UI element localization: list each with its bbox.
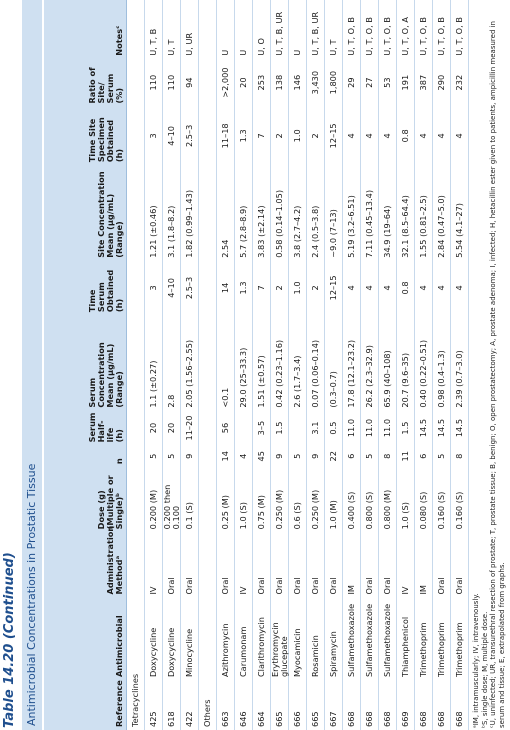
table-cell: Oral — [163, 532, 181, 597]
table-cell: 20 — [145, 411, 163, 446]
table-cell: 1.0 (S) — [235, 467, 253, 532]
table-cell: 0.080 (S) — [415, 467, 433, 532]
table-cell: 4 — [379, 261, 397, 315]
table-cell: 56 — [217, 411, 235, 446]
table-cell: 2.5–3 — [181, 261, 199, 315]
table-cell: 3.8 (2.7–4.2) — [289, 165, 307, 261]
table-cell: U — [289, 0, 307, 59]
section-label: Tetracyclines — [127, 0, 145, 730]
table-cell: 20 — [163, 411, 181, 446]
table-cell: 0.200 (M) — [145, 467, 163, 532]
table-cell: 4 — [235, 445, 253, 467]
table-cell: 387 — [415, 59, 433, 107]
table-cell: Oral — [433, 532, 451, 597]
table-cell: <0.1 — [217, 315, 235, 411]
table-cell: 3.83 (±2.14) — [253, 165, 271, 261]
column-header: Antimicrobial — [44, 597, 127, 680]
table-cell: 668 — [343, 680, 361, 730]
table-cell: 5 — [145, 445, 163, 467]
table-cell: 0.8 — [397, 107, 415, 166]
table-cell: 0.6 (S) — [289, 467, 307, 532]
column-header: Site Concentration Mean (µg/mL) (Range) — [44, 165, 127, 261]
table-cell: 7 — [253, 261, 271, 315]
table-cell: 4 — [361, 107, 379, 166]
table-cell: 666 — [289, 680, 307, 730]
table-cell: 29 — [343, 59, 361, 107]
table-cell: U, T, O, B — [451, 0, 469, 59]
table-cell: 0.1 (S) — [181, 467, 199, 532]
table-cell: 27 — [361, 59, 379, 107]
table-cell: U, T — [163, 0, 181, 59]
table-cell: U — [235, 0, 253, 59]
concentrations-table — [44, 0, 469, 730]
table-cell: 3–5 — [253, 411, 271, 446]
table-cell: 32.1 (8.5–64.4) — [397, 165, 415, 261]
table-cell: 11.0 — [361, 411, 379, 446]
table-cell: U, T, B — [145, 0, 163, 59]
table-cell: Erythromycin glucepate — [271, 597, 289, 680]
table-cell: 668 — [415, 680, 433, 730]
table-cell: 1.0 (S) — [397, 467, 415, 532]
section-label: Others — [199, 0, 217, 730]
table-cell: 29.0 (25–33.3) — [235, 315, 253, 411]
table-cell: 5 — [361, 445, 379, 467]
table-cell: 26.2 (2.3–32.9) — [361, 315, 379, 411]
table-cell: 232 — [451, 59, 469, 107]
table-cell: 4–10 — [163, 107, 181, 166]
table-cell: IV — [235, 532, 253, 597]
table-cell: 668 — [379, 680, 397, 730]
table-cell: 14.5 — [415, 411, 433, 446]
column-header: Time Site Specimen Obtained (h) — [44, 107, 127, 166]
table-cell: 4 — [415, 107, 433, 166]
table-row — [379, 0, 397, 730]
table-cell: 646 — [235, 680, 253, 730]
table-cell: 11.0 — [343, 411, 361, 446]
table-cell: 4 — [415, 261, 433, 315]
column-header: Reference — [44, 680, 127, 730]
table-cell: 4 — [433, 107, 451, 166]
table-cell: 14 — [217, 445, 235, 467]
column-header: Dose (g) (Multiple or Single)ᵇ — [44, 467, 127, 532]
table-cell: U, T, O, A — [397, 0, 415, 59]
table-cell: 0.40 (0.22–0.51) — [415, 315, 433, 411]
table-cell: 17.8 (12.1–23.2) — [343, 315, 361, 411]
table-cell: Oral — [379, 532, 397, 597]
table-cell: 0.200 then 0.100 — [163, 467, 181, 532]
table-cell: >2,000 — [217, 59, 235, 107]
column-header: n — [44, 445, 127, 467]
table-cell: U, O — [253, 0, 271, 59]
column-header: Notesᶜ — [44, 0, 127, 59]
table-cell: 667 — [325, 680, 343, 730]
table-cell: 6 — [415, 445, 433, 467]
table-cell: 146 — [289, 59, 307, 107]
table-title-bar — [0, 0, 22, 730]
table-cell: 20 — [235, 59, 253, 107]
table-cell: 664 — [253, 680, 271, 730]
table-cell: Oral — [325, 532, 343, 597]
table-row — [271, 0, 289, 730]
table-cell: 8 — [451, 445, 469, 467]
table-cell: Oral — [361, 532, 379, 597]
table-cell: 1,800 — [325, 59, 343, 107]
table-cell: 7 — [253, 107, 271, 166]
table-cell: 0.42 (0.23–1.16) — [271, 315, 289, 411]
table-cell: 0.160 (S) — [433, 467, 451, 532]
table-cell: 1.3 — [235, 107, 253, 166]
table-cell: 290 — [433, 59, 451, 107]
table-cell: 11 — [397, 445, 415, 467]
table-cell: 11.0 — [379, 411, 397, 446]
table-cell: 65.9 (40–108) — [379, 315, 397, 411]
table-cell: 2.5–3 — [181, 107, 199, 166]
table-cell: 9 — [181, 445, 199, 467]
table-cell: 0.800 (M) — [379, 467, 397, 532]
table-cell: U, T, O, B — [361, 0, 379, 59]
table-cell: Trimethoprim — [451, 597, 469, 680]
table-cell: 1.3 — [235, 261, 253, 315]
table-cell: 0.5 — [325, 411, 343, 446]
table-cell: 7.11 (0.45–13.4) — [361, 165, 379, 261]
table-cell: Oral — [451, 532, 469, 597]
table-cell: Oral — [217, 532, 235, 597]
table-cell: 0.800 (S) — [361, 467, 379, 532]
table-cell: 9 — [307, 445, 325, 467]
table-cell: IM — [415, 532, 433, 597]
table-cell: 4–10 — [163, 261, 181, 315]
table-cell: 191 — [397, 59, 415, 107]
table-cell: Doxycycline — [145, 597, 163, 680]
table-cell: Oral — [181, 532, 199, 597]
table-cell: 14 — [217, 261, 235, 315]
table-cell: 2 — [307, 107, 325, 166]
table-cell: 2 — [271, 261, 289, 315]
table-cell: 2.39 (0.7–3.0) — [451, 315, 469, 411]
table-row — [289, 0, 307, 730]
table-row — [253, 0, 271, 730]
table-cell: 6 — [343, 445, 361, 467]
table-cell: 20.7 (9.6–35) — [397, 315, 415, 411]
table-cell: 110 — [163, 59, 181, 107]
table-cell: (0.3–0.7) — [325, 315, 343, 411]
table-cell: 2.4 (0.5–3.8) — [307, 165, 325, 261]
table-cell: 94 — [181, 59, 199, 107]
table-cell: Azithromycin — [217, 597, 235, 680]
table-row — [181, 0, 199, 730]
table-cell: 11–18 — [217, 107, 235, 166]
footnotes — [472, 2, 506, 728]
table-cell: 138 — [271, 59, 289, 107]
table-cell: U, T, O, B — [433, 0, 451, 59]
table-cell: Minocycline — [181, 597, 199, 680]
table-cell: 1.5 — [397, 411, 415, 446]
footnote: ᵇS, single dose; M, multiple dose. — [480, 611, 489, 728]
table-cell: 668 — [433, 680, 451, 730]
table-cell: 3.1 — [307, 411, 325, 446]
table-cell: 0.8 — [397, 261, 415, 315]
table-cell: U — [217, 0, 235, 59]
table-row — [217, 0, 235, 730]
table-cell: U, T — [325, 0, 343, 59]
table-cell: 1.1 (±0.27) — [145, 315, 163, 411]
table-cell: U, T, B, UR — [271, 0, 289, 59]
table-row — [163, 0, 181, 730]
table-cell: 34.9 (19–64) — [379, 165, 397, 261]
table-cell: U, T, O, B — [415, 0, 433, 59]
table-cell: 5.7 (2.8–8.9) — [235, 165, 253, 261]
table-cell: Oral — [307, 532, 325, 597]
table-cell: 1.51 (±0.57) — [253, 315, 271, 411]
table-cell: 2 — [271, 107, 289, 166]
table-cell: 5 — [433, 445, 451, 467]
footnote: ᶜU, uninfected; UR, transurethral resection of prostate; T, prostate tissue; B, benign; O, open prostatectomy; A, prostate adenoma; I, infected; H, hetacillin ester given to patients, ampicillin measured in serum and tissue; E, extrapolated from graphs. — [489, 21, 506, 728]
table-row — [433, 0, 451, 730]
table-cell: Oral — [271, 532, 289, 597]
table-cell: 422 — [181, 680, 199, 730]
table-cell: 0.400 (S) — [343, 467, 361, 532]
column-header: Ratio of Site/ Serum (%) — [44, 59, 127, 107]
table-cell: Oral — [289, 532, 307, 597]
table-row — [415, 0, 433, 730]
table-cell: Trimethoprim — [433, 597, 451, 680]
table-body — [127, 0, 469, 730]
footnote: ᵃIM, intramuscularly; IV, intravenously. — [472, 593, 480, 728]
table-row — [451, 0, 469, 730]
table-cell: 1.0 (M) — [325, 467, 343, 532]
table-cell: 4 — [379, 107, 397, 166]
table-cell: 0.250 (M) — [307, 467, 325, 532]
table-row — [361, 0, 379, 730]
table-cell: 2 — [307, 261, 325, 315]
table-row — [307, 0, 325, 730]
table-cell: 665 — [271, 680, 289, 730]
table-row — [397, 0, 415, 730]
table-header-row — [44, 0, 127, 730]
table-cell: 0.25 (M) — [217, 467, 235, 532]
table-cell: 1.82 (0.99–1.43) — [181, 165, 199, 261]
table-cell: Trimethoprim — [415, 597, 433, 680]
table-cell: Clarithromycin — [253, 597, 271, 680]
table-cell: IM — [343, 532, 361, 597]
table-cell: 3,430 — [307, 59, 325, 107]
table-cell: 12–15 — [325, 107, 343, 166]
table-cell: 4 — [343, 261, 361, 315]
table-cell — [235, 411, 253, 446]
table-cell: 253 — [253, 59, 271, 107]
table-cell: 2.54 — [217, 165, 235, 261]
table-cell: 8 — [379, 445, 397, 467]
table-cell: Sulfamethoxazole — [343, 597, 361, 680]
table-cell: 668 — [361, 680, 379, 730]
table-cell: 665 — [307, 680, 325, 730]
table-cell: 4 — [451, 261, 469, 315]
column-header: Serum Concentration Mean (µg/mL) (Range) — [44, 315, 127, 411]
table-cell: 5 — [289, 445, 307, 467]
table-cell: 2.05 (1.56–2.55) — [181, 315, 199, 411]
table-cell: U, T, B, UR — [307, 0, 325, 59]
table-cell: 9 — [271, 445, 289, 467]
table-cell: 0.160 (S) — [451, 467, 469, 532]
table-cell: 4 — [451, 107, 469, 166]
table-cell: Thiamphenicol — [397, 597, 415, 680]
table-cell — [289, 411, 307, 446]
table-cell: 0.07 (0.06–0.14) — [307, 315, 325, 411]
table-cell: 1.55 (0.81–2.5) — [415, 165, 433, 261]
table-cell: 5.54 (4.1–27) — [451, 165, 469, 261]
table-cell: Sulfamethoxazole — [379, 597, 397, 680]
table-cell: ~9.0 (7–13) — [325, 165, 343, 261]
table-cell: 2.84 (0.47–5.0) — [433, 165, 451, 261]
table-cell: IV — [145, 532, 163, 597]
table-cell: U, UR — [181, 0, 199, 59]
table-cell: 0.75 (M) — [253, 467, 271, 532]
table-cell: IV — [397, 532, 415, 597]
column-header: Time Serum Obtained (h) — [44, 261, 127, 315]
table-row — [235, 0, 253, 730]
table-row — [325, 0, 343, 730]
table-cell: 12–15 — [325, 261, 343, 315]
section-row — [199, 0, 217, 730]
table-cell: 3 — [145, 261, 163, 315]
table-cell: 4 — [433, 261, 451, 315]
table-cell: 3.1 (1.8–8.2) — [163, 165, 181, 261]
table-subtitle: Antimicrobial Concentrations in Prostatic Tissue — [25, 463, 38, 726]
table-cell: 663 — [217, 680, 235, 730]
table-cell: 110 — [145, 59, 163, 107]
table-cell: Rosamicin — [307, 597, 325, 680]
table-cell: 1.0 — [289, 107, 307, 166]
table-cell: Doxycycline — [163, 597, 181, 680]
table-cell: 11–20 — [181, 411, 199, 446]
table-title: Table 14.20 (Continued) — [2, 552, 17, 728]
table-cell: Carumonam — [235, 597, 253, 680]
table-cell: 5 — [163, 445, 181, 467]
table-cell: 668 — [451, 680, 469, 730]
table-cell: 1.21 (±0.46) — [145, 165, 163, 261]
table-cell: 2.6 (1.7–3.4) — [289, 315, 307, 411]
table-cell: U, T, O, B — [379, 0, 397, 59]
table-cell: 14.5 — [433, 411, 451, 446]
table-cell: Sulfamethoxazole — [361, 597, 379, 680]
table-cell: 618 — [163, 680, 181, 730]
table-cell: 14.5 — [451, 411, 469, 446]
table-cell: 425 — [145, 680, 163, 730]
table-cell: Myocamicin — [289, 597, 307, 680]
table-cell: 53 — [379, 59, 397, 107]
column-header: Serum Half-life (h) — [44, 411, 127, 446]
table-cell: 22 — [325, 445, 343, 467]
table-cell: 0.58 (0.14–1.05) — [271, 165, 289, 261]
table-cell: 3 — [145, 107, 163, 166]
table-cell: 0.98 (0.4–1.3) — [433, 315, 451, 411]
table-cell: 2.8 — [163, 315, 181, 411]
table-cell: 1.0 — [289, 261, 307, 315]
table-row — [145, 0, 163, 730]
table-cell: Oral — [253, 532, 271, 597]
section-row — [127, 0, 145, 730]
table-cell: 669 — [397, 680, 415, 730]
column-header: Administration Methodᵃ — [44, 532, 127, 597]
table-cell: U, T, O, B — [343, 0, 361, 59]
table-cell: 1.5 — [271, 411, 289, 446]
table-cell: 4 — [343, 107, 361, 166]
table-row — [343, 0, 361, 730]
table-cell: 4 — [361, 261, 379, 315]
table-cell: Spiramycin — [325, 597, 343, 680]
table-cell: 0.250 (M) — [271, 467, 289, 532]
table-subtitle-bar — [22, 0, 42, 730]
table-cell: 45 — [253, 445, 271, 467]
table-cell: 5.19 (3.2–6.51) — [343, 165, 361, 261]
